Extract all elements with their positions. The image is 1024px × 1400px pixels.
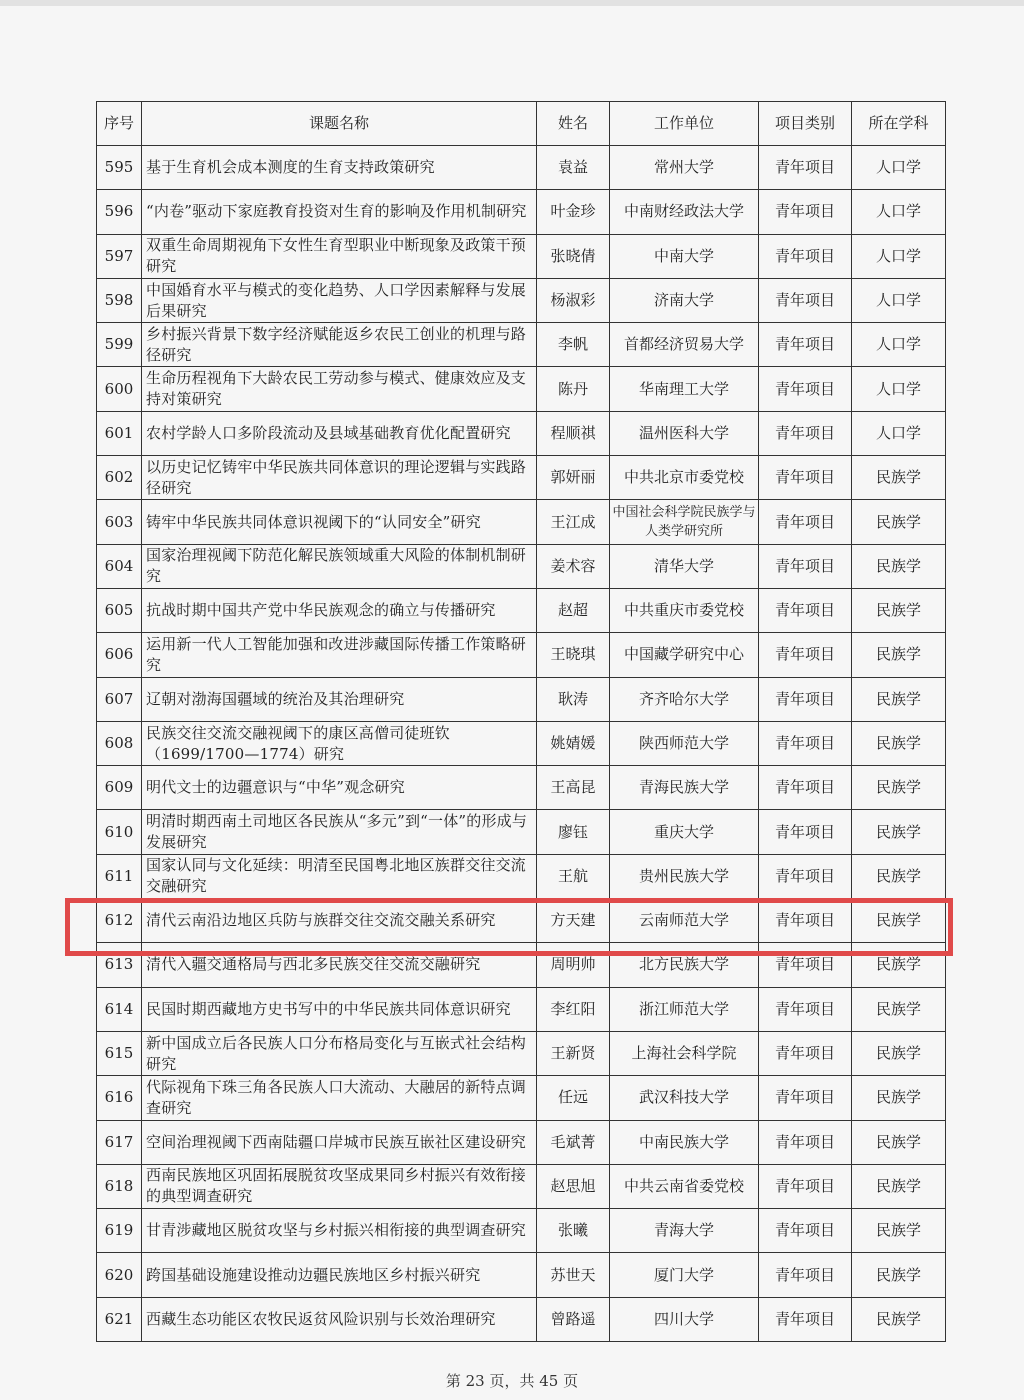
cell-unit: 浙江师范大学 xyxy=(610,987,759,1031)
cell-category: 青年项目 xyxy=(759,411,852,455)
cell-discipline: 民族学 xyxy=(852,500,946,544)
cell-no: 595 xyxy=(97,146,142,190)
cell-category: 青年项目 xyxy=(759,278,852,322)
cell-no: 612 xyxy=(97,899,142,943)
cell-category: 青年项目 xyxy=(759,544,852,588)
cell-category: 青年项目 xyxy=(759,766,852,810)
cell-no: 603 xyxy=(97,500,142,544)
table-row xyxy=(97,146,946,190)
cell-category: 青年项目 xyxy=(759,1031,852,1075)
cell-title: 民族交往交流交融视阈下的康区高僧司徒班钦（1699/1700—1774）研究 xyxy=(142,721,537,765)
table-row xyxy=(97,1076,946,1120)
cell-title: 中国婚育水平与模式的变化趋势、人口学因素解释与发展后果研究 xyxy=(142,278,537,322)
cell-unit: 清华大学 xyxy=(610,544,759,588)
cell-unit: 济南大学 xyxy=(610,278,759,322)
cell-unit: 中共重庆市委党校 xyxy=(610,588,759,632)
cell-discipline: 民族学 xyxy=(852,1164,946,1208)
cell-category: 青年项目 xyxy=(759,1120,852,1164)
cell-category: 青年项目 xyxy=(759,1164,852,1208)
cell-category: 青年项目 xyxy=(759,146,852,190)
cell-unit: 华南理工大学 xyxy=(610,367,759,411)
cell-name: 陈丹 xyxy=(537,367,610,411)
table-row xyxy=(97,544,946,588)
cell-title: 清代入疆交通格局与西北多民族交往交流交融研究 xyxy=(142,943,537,987)
cell-name: 王新贤 xyxy=(537,1031,610,1075)
cell-name: 张曦 xyxy=(537,1209,610,1253)
cell-unit: 中共北京市委党校 xyxy=(610,456,759,500)
cell-title: 西藏生态功能区农牧民返贫风险识别与长效治理研究 xyxy=(142,1297,537,1341)
cell-no: 615 xyxy=(97,1031,142,1075)
cell-unit: 青海大学 xyxy=(610,1209,759,1253)
cell-no: 616 xyxy=(97,1076,142,1120)
cell-discipline: 人口学 xyxy=(852,367,946,411)
cell-no: 621 xyxy=(97,1297,142,1341)
cell-name: 杨淑彩 xyxy=(537,278,610,322)
cell-title: 跨国基础设施建设推动边疆民族地区乡村振兴研究 xyxy=(142,1253,537,1297)
cell-category: 青年项目 xyxy=(759,588,852,632)
header-discipline: 所在学科 xyxy=(852,102,946,146)
header-name: 姓名 xyxy=(537,102,610,146)
cell-category: 青年项目 xyxy=(759,943,852,987)
cell-name: 廖钰 xyxy=(537,810,610,854)
cell-name: 方天建 xyxy=(537,899,610,943)
cell-no: 605 xyxy=(97,588,142,632)
table-row xyxy=(97,456,946,500)
cell-discipline: 民族学 xyxy=(852,721,946,765)
cell-title: 国家认同与文化延续：明清至民国粤北地区族群交往交流交融研究 xyxy=(142,854,537,898)
table-row xyxy=(97,1164,946,1208)
cell-title: 明清时期西南土司地区各民族从“多元”到“一体”的形成与发展研究 xyxy=(142,810,537,854)
table-row xyxy=(97,234,946,278)
cell-unit: 重庆大学 xyxy=(610,810,759,854)
table-row xyxy=(97,1297,946,1341)
cell-name: 周明帅 xyxy=(537,943,610,987)
cell-category: 青年项目 xyxy=(759,500,852,544)
cell-name: 任远 xyxy=(537,1076,610,1120)
cell-unit: 云南师范大学 xyxy=(610,899,759,943)
cell-title: 新中国成立后各民族人口分布格局变化与互嵌式社会结构研究 xyxy=(142,1031,537,1075)
cell-discipline: 人口学 xyxy=(852,146,946,190)
cell-unit: 上海社会科学院 xyxy=(610,1031,759,1075)
cell-category: 青年项目 xyxy=(759,456,852,500)
cell-category: 青年项目 xyxy=(759,677,852,721)
header-unit: 工作单位 xyxy=(610,102,759,146)
cell-title: 辽朝对渤海国疆域的统治及其治理研究 xyxy=(142,677,537,721)
cell-no: 609 xyxy=(97,766,142,810)
cell-discipline: 民族学 xyxy=(852,1120,946,1164)
cell-no: 608 xyxy=(97,721,142,765)
cell-discipline: 人口学 xyxy=(852,411,946,455)
cell-unit: 贵州民族大学 xyxy=(610,854,759,898)
cell-unit: 首都经济贸易大学 xyxy=(610,323,759,367)
cell-discipline: 民族学 xyxy=(852,1297,946,1341)
cell-title: 甘青涉藏地区脱贫攻坚与乡村振兴相衔接的典型调查研究 xyxy=(142,1209,537,1253)
cell-discipline: 民族学 xyxy=(852,588,946,632)
cell-category: 青年项目 xyxy=(759,987,852,1031)
cell-category: 青年项目 xyxy=(759,1253,852,1297)
cell-discipline: 民族学 xyxy=(852,544,946,588)
cell-category: 青年项目 xyxy=(759,1209,852,1253)
cell-name: 李红阳 xyxy=(537,987,610,1031)
table-row xyxy=(97,500,946,544)
cell-category: 青年项目 xyxy=(759,810,852,854)
cell-name: 袁益 xyxy=(537,146,610,190)
cell-category: 青年项目 xyxy=(759,1297,852,1341)
cell-no: 614 xyxy=(97,987,142,1031)
cell-title: 空间治理视阈下西南陆疆口岸城市民族互嵌社区建设研究 xyxy=(142,1120,537,1164)
cell-discipline: 人口学 xyxy=(852,190,946,234)
cell-no: 604 xyxy=(97,544,142,588)
cell-title: 清代云南沿边地区兵防与族群交往交流交融关系研究 xyxy=(142,899,537,943)
cell-category: 青年项目 xyxy=(759,633,852,677)
cell-title: 运用新一代人工智能加强和改进涉藏国际传播工作策略研究 xyxy=(142,633,537,677)
cell-name: 姜术容 xyxy=(537,544,610,588)
cell-discipline: 民族学 xyxy=(852,854,946,898)
cell-title: 生命历程视角下大龄农民工劳动参与模式、健康效应及支持对策研究 xyxy=(142,367,537,411)
cell-unit: 四川大学 xyxy=(610,1297,759,1341)
cell-name: 张晓倩 xyxy=(537,234,610,278)
cell-name: 郭妍丽 xyxy=(537,456,610,500)
cell-category: 青年项目 xyxy=(759,854,852,898)
table-row xyxy=(97,1120,946,1164)
cell-name: 王江成 xyxy=(537,500,610,544)
cell-unit: 齐齐哈尔大学 xyxy=(610,677,759,721)
cell-discipline: 人口学 xyxy=(852,278,946,322)
table-row xyxy=(97,810,946,854)
cell-category: 青年项目 xyxy=(759,367,852,411)
cell-no: 610 xyxy=(97,810,142,854)
table-row xyxy=(97,899,946,943)
cell-unit: 中国藏学研究中心 xyxy=(610,633,759,677)
cell-no: 597 xyxy=(97,234,142,278)
table-row xyxy=(97,943,946,987)
cell-no: 607 xyxy=(97,677,142,721)
cell-name: 李帆 xyxy=(537,323,610,367)
table-row xyxy=(97,766,946,810)
cell-no: 617 xyxy=(97,1120,142,1164)
table-row xyxy=(97,854,946,898)
table-row xyxy=(97,588,946,632)
cell-discipline: 民族学 xyxy=(852,1031,946,1075)
cell-name: 赵超 xyxy=(537,588,610,632)
cell-category: 青年项目 xyxy=(759,190,852,234)
cell-no: 606 xyxy=(97,633,142,677)
cell-discipline: 民族学 xyxy=(852,766,946,810)
cell-discipline: 民族学 xyxy=(852,943,946,987)
cell-unit: 厦门大学 xyxy=(610,1253,759,1297)
cell-title: 民国时期西藏地方史书写中的中华民族共同体意识研究 xyxy=(142,987,537,1031)
cell-name: 王航 xyxy=(537,854,610,898)
cell-no: 618 xyxy=(97,1164,142,1208)
cell-no: 602 xyxy=(97,456,142,500)
cell-discipline: 民族学 xyxy=(852,456,946,500)
cell-title: 基于生育机会成本测度的生育支持政策研究 xyxy=(142,146,537,190)
cell-category: 青年项目 xyxy=(759,234,852,278)
cell-no: 611 xyxy=(97,854,142,898)
cell-title: 以历史记忆铸牢中华民族共同体意识的理论逻辑与实践路径研究 xyxy=(142,456,537,500)
cell-unit: 中南财经政法大学 xyxy=(610,190,759,234)
cell-unit: 常州大学 xyxy=(610,146,759,190)
cell-discipline: 民族学 xyxy=(852,899,946,943)
cell-discipline: 民族学 xyxy=(852,987,946,1031)
table-row xyxy=(97,278,946,322)
cell-discipline: 民族学 xyxy=(852,677,946,721)
cell-title: 国家治理视阈下防范化解民族领域重大风险的体制机制研究 xyxy=(142,544,537,588)
cell-discipline: 民族学 xyxy=(852,1209,946,1253)
cell-name: 曾路遥 xyxy=(537,1297,610,1341)
cell-discipline: 民族学 xyxy=(852,1253,946,1297)
cell-unit: 中国社会科学院民族学与人类学研究所 xyxy=(610,500,759,544)
cell-discipline: 民族学 xyxy=(852,810,946,854)
cell-discipline: 民族学 xyxy=(852,633,946,677)
cell-category: 青年项目 xyxy=(759,1076,852,1120)
cell-name: 姚婧媛 xyxy=(537,721,610,765)
cell-unit: 中南民族大学 xyxy=(610,1120,759,1164)
cell-name: 赵思旭 xyxy=(537,1164,610,1208)
cell-unit: 中南大学 xyxy=(610,234,759,278)
cell-unit: 温州医科大学 xyxy=(610,411,759,455)
cell-unit: 中共云南省委党校 xyxy=(610,1164,759,1208)
cell-no: 613 xyxy=(97,943,142,987)
cell-category: 青年项目 xyxy=(759,899,852,943)
cell-no: 598 xyxy=(97,278,142,322)
page-number: 第 23 页，共 45 页 xyxy=(445,1372,579,1390)
table-row xyxy=(97,1031,946,1075)
cell-no: 620 xyxy=(97,1253,142,1297)
cell-category: 青年项目 xyxy=(759,721,852,765)
cell-discipline: 人口学 xyxy=(852,234,946,278)
table-row xyxy=(97,367,946,411)
cell-name: 毛斌菁 xyxy=(537,1120,610,1164)
table-row xyxy=(97,677,946,721)
table-row xyxy=(97,721,946,765)
cell-title: 西南民族地区巩固拓展脱贫攻坚成果同乡村振兴有效衔接的典型调查研究 xyxy=(142,1164,537,1208)
cell-name: 耿涛 xyxy=(537,677,610,721)
cell-name: 王高昆 xyxy=(537,766,610,810)
table-row xyxy=(97,323,946,367)
cell-title: 乡村振兴背景下数字经济赋能返乡农民工创业的机理与路径研究 xyxy=(142,323,537,367)
cell-title: 农村学龄人口多阶段流动及县域基础教育优化配置研究 xyxy=(142,411,537,455)
cell-no: 599 xyxy=(97,323,142,367)
cell-name: 苏世天 xyxy=(537,1253,610,1297)
table-header-row xyxy=(97,102,946,146)
cell-no: 601 xyxy=(97,411,142,455)
table-row xyxy=(97,190,946,234)
cell-title: 铸牢中华民族共同体意识视阈下的“认同安全”研究 xyxy=(142,500,537,544)
cell-unit: 北方民族大学 xyxy=(610,943,759,987)
cell-name: 王晓琪 xyxy=(537,633,610,677)
cell-title: 抗战时期中国共产党中华民族观念的确立与传播研究 xyxy=(142,588,537,632)
cell-unit: 青海民族大学 xyxy=(610,766,759,810)
table-row xyxy=(97,633,946,677)
header-title: 课题名称 xyxy=(142,102,537,146)
cell-no: 619 xyxy=(97,1209,142,1253)
project-table xyxy=(96,101,946,1342)
header-category: 项目类别 xyxy=(759,102,852,146)
cell-name: 叶金珍 xyxy=(537,190,610,234)
cell-title: 代际视角下珠三角各民族人口大流动、大融居的新特点调查研究 xyxy=(142,1076,537,1120)
table-row xyxy=(97,987,946,1031)
cell-no: 600 xyxy=(97,367,142,411)
cell-unit: 武汉科技大学 xyxy=(610,1076,759,1120)
cell-name: 程顺祺 xyxy=(537,411,610,455)
table-row xyxy=(97,1253,946,1297)
cell-title: “内卷”驱动下家庭教育投资对生育的影响及作用机制研究 xyxy=(142,190,537,234)
cell-category: 青年项目 xyxy=(759,323,852,367)
header-no: 序号 xyxy=(97,102,142,146)
table-row xyxy=(97,1209,946,1253)
cell-discipline: 人口学 xyxy=(852,323,946,367)
cell-title: 明代文士的边疆意识与“中华”观念研究 xyxy=(142,766,537,810)
cell-discipline: 民族学 xyxy=(852,1076,946,1120)
table-row xyxy=(97,411,946,455)
cell-no: 596 xyxy=(97,190,142,234)
cell-unit: 陕西师范大学 xyxy=(610,721,759,765)
cell-title: 双重生命周期视角下女性生育型职业中断现象及政策干预研究 xyxy=(142,234,537,278)
